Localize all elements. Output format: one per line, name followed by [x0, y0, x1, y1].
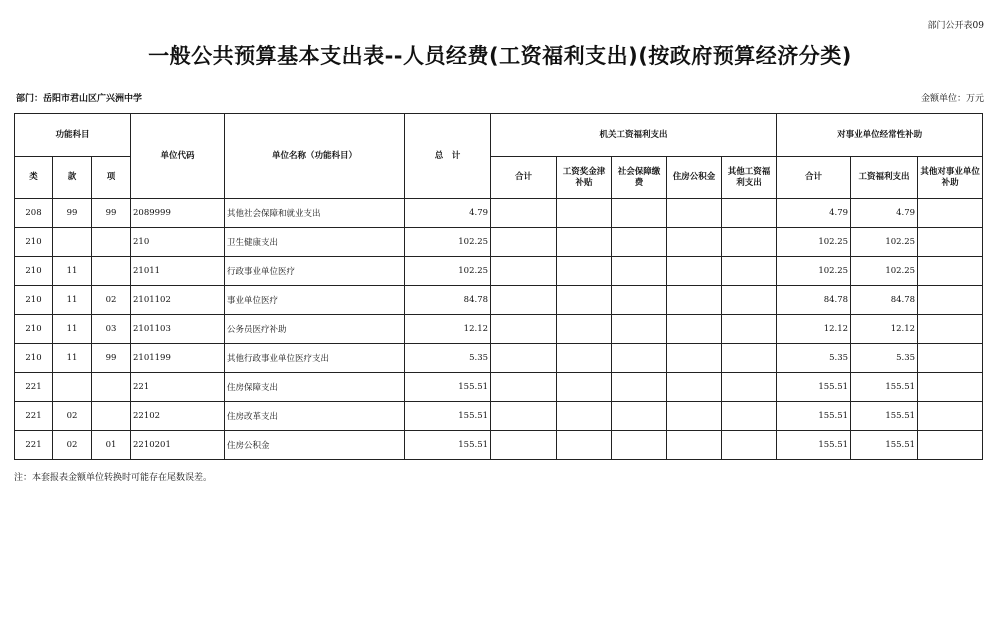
header-sy-sum: 合计	[777, 157, 851, 199]
table-row	[15, 431, 983, 460]
cell-total: 155.51	[405, 402, 491, 431]
cell-sy-sum: 12.12	[777, 315, 851, 344]
header-xiang: 项	[92, 157, 131, 199]
cell-unit-name: 住房公积金	[225, 431, 405, 460]
cell-jg-housing	[667, 228, 722, 257]
cell-jg-sum	[491, 431, 557, 460]
cell-sy-other	[918, 199, 983, 228]
cell-lei: 221	[15, 373, 53, 402]
header-jg-bonus: 工资奖金津补贴	[557, 157, 612, 199]
cell-xiang: 02	[92, 286, 131, 315]
cell-unit-name: 行政事业单位医疗	[225, 257, 405, 286]
cell-jg-sum	[491, 199, 557, 228]
budget-table	[14, 113, 983, 460]
cell-jg-social	[612, 315, 667, 344]
cell-jg-other	[722, 257, 777, 286]
cell-unit-name: 其他社会保障和就业支出	[225, 199, 405, 228]
table-row	[15, 402, 983, 431]
cell-xiang: 03	[92, 315, 131, 344]
cell-jg-other	[722, 344, 777, 373]
cell-jg-sum	[491, 286, 557, 315]
cell-jg-bonus	[557, 199, 612, 228]
cell-lei: 208	[15, 199, 53, 228]
cell-kuan: 02	[53, 431, 92, 460]
cell-jg-bonus	[557, 257, 612, 286]
amount-unit-label: 金额单位：万元	[920, 94, 984, 104]
cell-jg-bonus	[557, 344, 612, 373]
cell-unit-name: 住房保障支出	[225, 373, 405, 402]
cell-kuan	[53, 373, 92, 402]
cell-sy-wage: 102.25	[851, 257, 918, 286]
cell-total: 4.79	[405, 199, 491, 228]
cell-sy-sum: 155.51	[777, 402, 851, 431]
cell-jg-sum	[491, 228, 557, 257]
header-jiguan-group: 机关工资福利支出	[491, 114, 777, 157]
header-jg-other: 其他工资福利支出	[722, 157, 777, 199]
header-jg-social: 社会保障缴费	[612, 157, 667, 199]
cell-jg-housing	[667, 402, 722, 431]
cell-unit-name: 其他行政事业单位医疗支出	[225, 344, 405, 373]
table-row	[15, 257, 983, 286]
cell-sy-sum: 155.51	[777, 373, 851, 402]
department-label: 部门：岳阳市君山区广兴洲中学	[16, 94, 143, 104]
cell-jg-sum	[491, 315, 557, 344]
cell-xiang	[92, 373, 131, 402]
table-body	[15, 199, 983, 460]
cell-unit-name: 住房改革支出	[225, 402, 405, 431]
cell-sy-sum: 155.51	[777, 431, 851, 460]
cell-lei: 210	[15, 257, 53, 286]
cell-lei: 210	[15, 228, 53, 257]
cell-sy-other	[918, 286, 983, 315]
cell-unit-code: 2210201	[131, 431, 225, 460]
cell-jg-other	[722, 199, 777, 228]
cell-unit-code: 2089999	[131, 199, 225, 228]
cell-jg-housing	[667, 286, 722, 315]
cell-kuan: 11	[53, 344, 92, 373]
cell-jg-bonus	[557, 431, 612, 460]
cell-unit-name: 公务员医疗补助	[225, 315, 405, 344]
cell-sy-wage: 84.78	[851, 286, 918, 315]
cell-sy-wage: 155.51	[851, 431, 918, 460]
cell-jg-housing	[667, 373, 722, 402]
cell-sy-other	[918, 373, 983, 402]
cell-jg-other	[722, 373, 777, 402]
cell-unit-code: 2101103	[131, 315, 225, 344]
header-shiye-group: 对事业单位经常性补助	[777, 114, 983, 157]
header-kuan: 款	[53, 157, 92, 199]
cell-jg-housing	[667, 199, 722, 228]
cell-total: 5.35	[405, 344, 491, 373]
cell-lei: 210	[15, 344, 53, 373]
cell-jg-bonus	[557, 286, 612, 315]
header-lei: 类	[15, 157, 53, 199]
cell-lei: 221	[15, 431, 53, 460]
cell-sy-sum: 4.79	[777, 199, 851, 228]
cell-jg-sum	[491, 344, 557, 373]
form-number: 部门公开表09	[927, 21, 984, 31]
header-jg-housing: 住房公积金	[667, 157, 722, 199]
table-row	[15, 286, 983, 315]
table-row	[15, 373, 983, 402]
cell-jg-sum	[491, 257, 557, 286]
cell-total: 12.12	[405, 315, 491, 344]
cell-xiang: 99	[92, 344, 131, 373]
cell-sy-other	[918, 431, 983, 460]
table-row	[15, 344, 983, 373]
header-total: 总 计	[405, 114, 491, 199]
cell-unit-code: 21011	[131, 257, 225, 286]
header-unit-code: 单位代码	[131, 114, 225, 199]
cell-kuan: 11	[53, 286, 92, 315]
cell-sy-sum: 102.25	[777, 257, 851, 286]
cell-sy-sum: 102.25	[777, 228, 851, 257]
cell-jg-other	[722, 315, 777, 344]
cell-jg-other	[722, 286, 777, 315]
cell-xiang: 99	[92, 199, 131, 228]
cell-jg-housing	[667, 344, 722, 373]
cell-sy-other	[918, 344, 983, 373]
cell-jg-housing	[667, 431, 722, 460]
cell-kuan: 11	[53, 315, 92, 344]
cell-xiang	[92, 257, 131, 286]
cell-sy-sum: 84.78	[777, 286, 851, 315]
header-func-subject: 功能科目	[15, 114, 131, 157]
header-sy-wage: 工资福利支出	[851, 157, 918, 199]
cell-jg-sum	[491, 402, 557, 431]
cell-total: 155.51	[405, 431, 491, 460]
cell-sy-wage: 12.12	[851, 315, 918, 344]
header-unit-name: 单位名称（功能科目）	[225, 114, 405, 199]
cell-sy-wage: 155.51	[851, 373, 918, 402]
cell-total: 155.51	[405, 373, 491, 402]
cell-sy-other	[918, 228, 983, 257]
cell-jg-sum	[491, 373, 557, 402]
cell-jg-social	[612, 199, 667, 228]
cell-unit-code: 221	[131, 373, 225, 402]
cell-xiang	[92, 228, 131, 257]
cell-sy-wage: 4.79	[851, 199, 918, 228]
cell-unit-code: 210	[131, 228, 225, 257]
cell-sy-wage: 102.25	[851, 228, 918, 257]
cell-total: 102.25	[405, 228, 491, 257]
header-jg-sum: 合计	[491, 157, 557, 199]
cell-kuan: 02	[53, 402, 92, 431]
cell-sy-other	[918, 257, 983, 286]
cell-sy-wage: 155.51	[851, 402, 918, 431]
cell-jg-bonus	[557, 402, 612, 431]
cell-kuan: 99	[53, 199, 92, 228]
cell-total: 102.25	[405, 257, 491, 286]
cell-jg-housing	[667, 257, 722, 286]
cell-jg-bonus	[557, 373, 612, 402]
cell-xiang	[92, 402, 131, 431]
cell-jg-other	[722, 228, 777, 257]
cell-xiang: 01	[92, 431, 131, 460]
cell-jg-social	[612, 431, 667, 460]
cell-jg-social	[612, 344, 667, 373]
cell-lei: 210	[15, 286, 53, 315]
cell-jg-other	[722, 402, 777, 431]
cell-unit-name: 卫生健康支出	[225, 228, 405, 257]
cell-kuan	[53, 228, 92, 257]
cell-lei: 221	[15, 402, 53, 431]
cell-unit-code: 2101199	[131, 344, 225, 373]
cell-jg-bonus	[557, 228, 612, 257]
cell-lei: 210	[15, 315, 53, 344]
cell-jg-social	[612, 257, 667, 286]
cell-jg-social	[612, 402, 667, 431]
cell-jg-social	[612, 373, 667, 402]
cell-sy-sum: 5.35	[777, 344, 851, 373]
cell-jg-other	[722, 431, 777, 460]
cell-jg-social	[612, 286, 667, 315]
cell-total: 84.78	[405, 286, 491, 315]
table-row	[15, 315, 983, 344]
cell-unit-code: 22102	[131, 402, 225, 431]
cell-unit-name: 事业单位医疗	[225, 286, 405, 315]
cell-sy-other	[918, 402, 983, 431]
footnote: 注：本套报表金额单位转换时可能存在尾数误差。	[14, 473, 213, 483]
table-row	[15, 199, 983, 228]
cell-unit-code: 2101102	[131, 286, 225, 315]
cell-kuan: 11	[53, 257, 92, 286]
cell-jg-social	[612, 228, 667, 257]
cell-sy-wage: 5.35	[851, 344, 918, 373]
cell-jg-bonus	[557, 315, 612, 344]
cell-sy-other	[918, 315, 983, 344]
page-title: 一般公共预算基本支出表--人员经费(工资福利支出)(按政府预算经济分类)	[148, 44, 852, 68]
table-row	[15, 228, 983, 257]
header-sy-other: 其他对事业单位补助	[918, 157, 983, 199]
cell-jg-housing	[667, 315, 722, 344]
